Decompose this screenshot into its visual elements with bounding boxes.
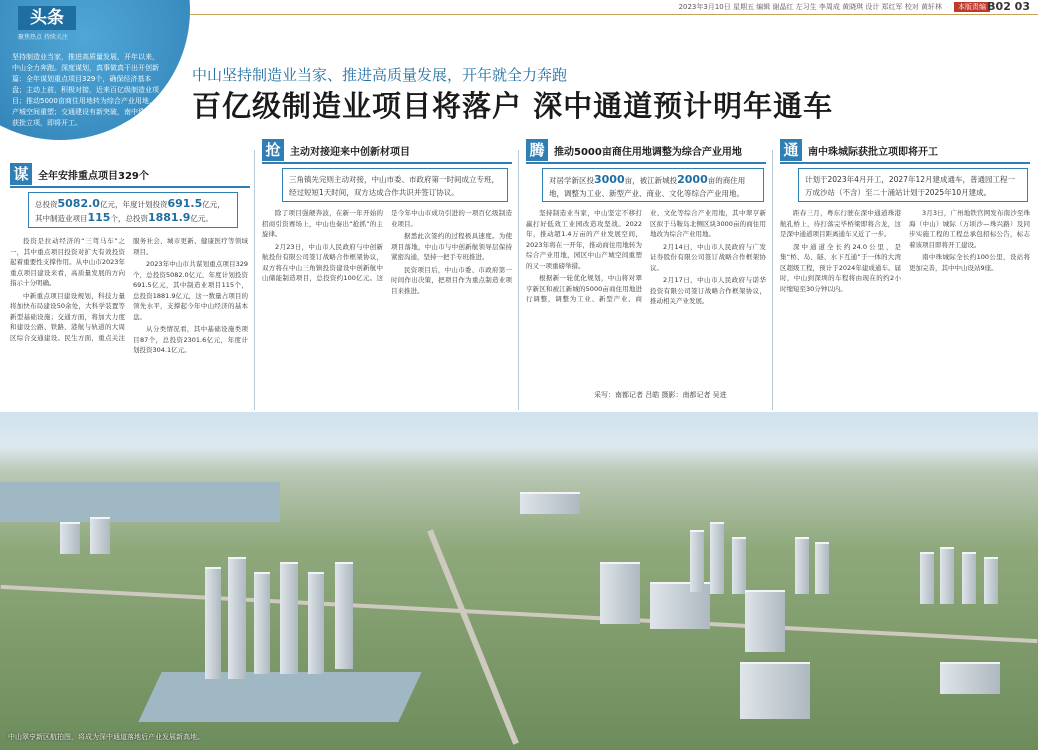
header-date: 2023年3月10日 星期五 编辑 谢晶红 左习生 李周成 黄晓琪 设计 郑红军 校对 黄轩林 xyxy=(678,3,942,11)
tower-building xyxy=(710,522,724,594)
section-heading-qiang xyxy=(262,138,512,164)
section-char: 通 xyxy=(780,139,802,161)
section-title: 全年安排重点项目329个 xyxy=(38,170,149,182)
tower-building xyxy=(520,492,580,514)
section-title: 主动对接迎来中创新材项目 xyxy=(290,146,410,158)
subheadline: 中山坚持制造业当家、推进高质量发展，开年就全力奔跑 xyxy=(192,66,568,84)
tower-building xyxy=(280,562,298,674)
tower-building xyxy=(962,552,976,604)
tower-building xyxy=(205,567,221,679)
tower-building xyxy=(732,537,746,594)
masthead-subtitle: 聚焦热点 持续关注 xyxy=(18,34,68,41)
headline: 百亿级制造业项目将落户 深中通道预计明年通车 xyxy=(192,89,834,123)
water-area xyxy=(138,672,421,722)
photo-caption: 中山翠亨新区航拍图，将成为深中通道落地后产业发展新高地。 xyxy=(8,733,204,741)
section-heading-teng xyxy=(526,138,766,164)
section-char: 谋 xyxy=(10,163,32,185)
tower-building xyxy=(984,557,998,604)
tower-building xyxy=(795,537,809,594)
page-code: B02 03 xyxy=(987,0,1030,13)
masthead-title: 头条 xyxy=(18,6,76,30)
tower-building xyxy=(335,562,353,669)
column-divider xyxy=(772,150,773,410)
section-char: 腾 xyxy=(526,139,548,161)
column-divider xyxy=(518,150,519,410)
section-body: 除了项目强硬奔波，在新一年开始的招商引资赛场上，中山也奏出“抢抓”的主旋律。 2月23日，中山市人民政府与中创新航投份有限公司签订战略合作框架协议，双方将在中山三角镇投资建设中创新航中山储能制造项目，总投资约100亿元。这是今年中山市成功引进的一项百亿级制造业项目。 据悉此次签约的过程极具速度。为使项目落地，中山市与中创新航领导层保持紧密沟通，坚持一把手专班推进。 民资项目后，中山市委、市政府第一时间作出决策，把项目作为重点制造业项目来推进。 xyxy=(262,209,512,295)
tower-building xyxy=(600,562,640,624)
section-char: 抢 xyxy=(262,139,284,161)
section-highlight: 三角镇先完则主动对接，中山市委、市政府第一时间成立专班，经过短短1天时间，双方达成合作共识并签订协议。 xyxy=(282,168,508,202)
byline: 采写：南都记者 吕皓 摄影：南都记者 吴进 xyxy=(594,391,727,399)
tower-building xyxy=(228,557,246,679)
road xyxy=(427,529,519,744)
section-body: 投资是拉动经济的“三驾马车”之一，其中重点项目投资对扩大有效投资起着重要性支撑作用。从中山市2023年重点项目建设来看，高质量发展的方向指示十分明确。 中新重点项目建设规划，科技力量将加快布局建设50余处，大科学装置等新型基础设施；交通方面，将加大力度和建设公路、铁路、港航与轨道的大周区综合交通建设。民生方面，重点关注服务社会、城市更新、健康医疗等领域项目。 2023年中山市共谋划重点项目329个，总投资5082.0亿元，年度计划投资691.5亿元，其中制造业项目115个，总投资1881.9亿元，这一数量占项目的领先水平，支撑起今年中山经济的基本盘。 从分类情况看，其中基础设施类项目87个，总投资2301.6亿元，年度计划投资304.1亿元。 xyxy=(10,237,248,354)
tower-building xyxy=(940,547,954,604)
tower-building xyxy=(254,572,270,674)
section-highlight: 计划于2023年4月开工，2027年12月建成通车，普通园工程一万成沙站（不含）至二十涌站计划于2025年10月建成。 xyxy=(798,168,1028,202)
tower-building xyxy=(90,517,110,554)
tower-building xyxy=(740,662,810,719)
section-title: 推动5000亩商住用地调整为综合产业用地 xyxy=(554,146,742,158)
section-title: 南中珠城际获批立项即将开工 xyxy=(808,146,938,158)
tower-building xyxy=(690,530,704,592)
section-body: 坚持制造业当家，中山坚定不移打赢打好低效工业园改造攻坚战。2022年，推动超1.4万亩的产业发展空间，2023年将在一开年，推动商住用地转为综合产业用地，园区中山产城空间重塑的又一项重磅举措。 根据新一轮优化规划，中山将对翠亨新区和被江新城的5000亩商住用地进行调整，调整为工业、新型产业、商业、文化等综合产业用地，其中翠亨新区拟于马鞍岛北侧区块3000亩的商住用地改为综合产业用地。 2月14日，中山市人民政府与广发证券股份有限公司签订战略合作框架协议。 2月17日，中山市人民政府与诺华投资有限公司签订战略合作框架协议，推动相关产业发展。 xyxy=(526,209,766,305)
section-heading-mou xyxy=(10,162,250,188)
header-tag: 本版责编 xyxy=(954,2,990,12)
lead-paragraph: 坚持制造业当家，推进高质量发展，开年以来，中山全力奔跑。深度谋划，真事做真干出开创新篇：全年谋划重点项目329个，确保经济基本盘；主动上前，积极对接，近来百亿级制造业项目；推动5000亩商住用地转为综合产业用地，产城空间重塑；交通建设有新突破，南中珠城际获批立项，即将开工。 xyxy=(12,53,159,127)
road xyxy=(1,585,1038,643)
tower-building xyxy=(815,542,829,594)
section-body: 距春三月，粤东行驶在深中通道珠港航孔桥上，待打落完毕桥梁即将合龙，这是深中通道项目距离通车又近了一步。 深中通道全长约24.0公里，是集“桥、岛、隧、水下互通”于一体的大湾区超级工程，预计于2024年建成通车。届时，中山到深圳的车程将由现在的约2小时缩短至30分钟以内。 3月3日，广州地铁官网发布南沙至珠海（中山）城际（万顷沙—珠兴路）及同步实施工程的工程总承包招标公告，标志着该项目即将开工建设。 南中珠城际全长约100公里，设站将更加完善，其中中山设站9座。 xyxy=(780,209,1030,293)
section-highlight: 总投资5082.0亿元，年度计划投资691.5亿元，其中制造业项目115个，总投资1881.9亿元。 xyxy=(28,192,238,228)
tower-building xyxy=(745,590,785,652)
aerial-photo xyxy=(0,412,1038,750)
column-divider xyxy=(254,150,255,410)
water-area xyxy=(0,482,280,522)
section-highlight: 对居学新区投3000亩，被江新城投2000亩的商住用地，调整为工业、新型产业、商业、文化等综合产业用地。 xyxy=(542,168,764,202)
tower-building xyxy=(940,662,1000,694)
tower-building xyxy=(920,552,934,604)
tower-building xyxy=(60,522,80,554)
tower-building xyxy=(308,572,324,674)
section-heading-tong xyxy=(780,138,1030,164)
